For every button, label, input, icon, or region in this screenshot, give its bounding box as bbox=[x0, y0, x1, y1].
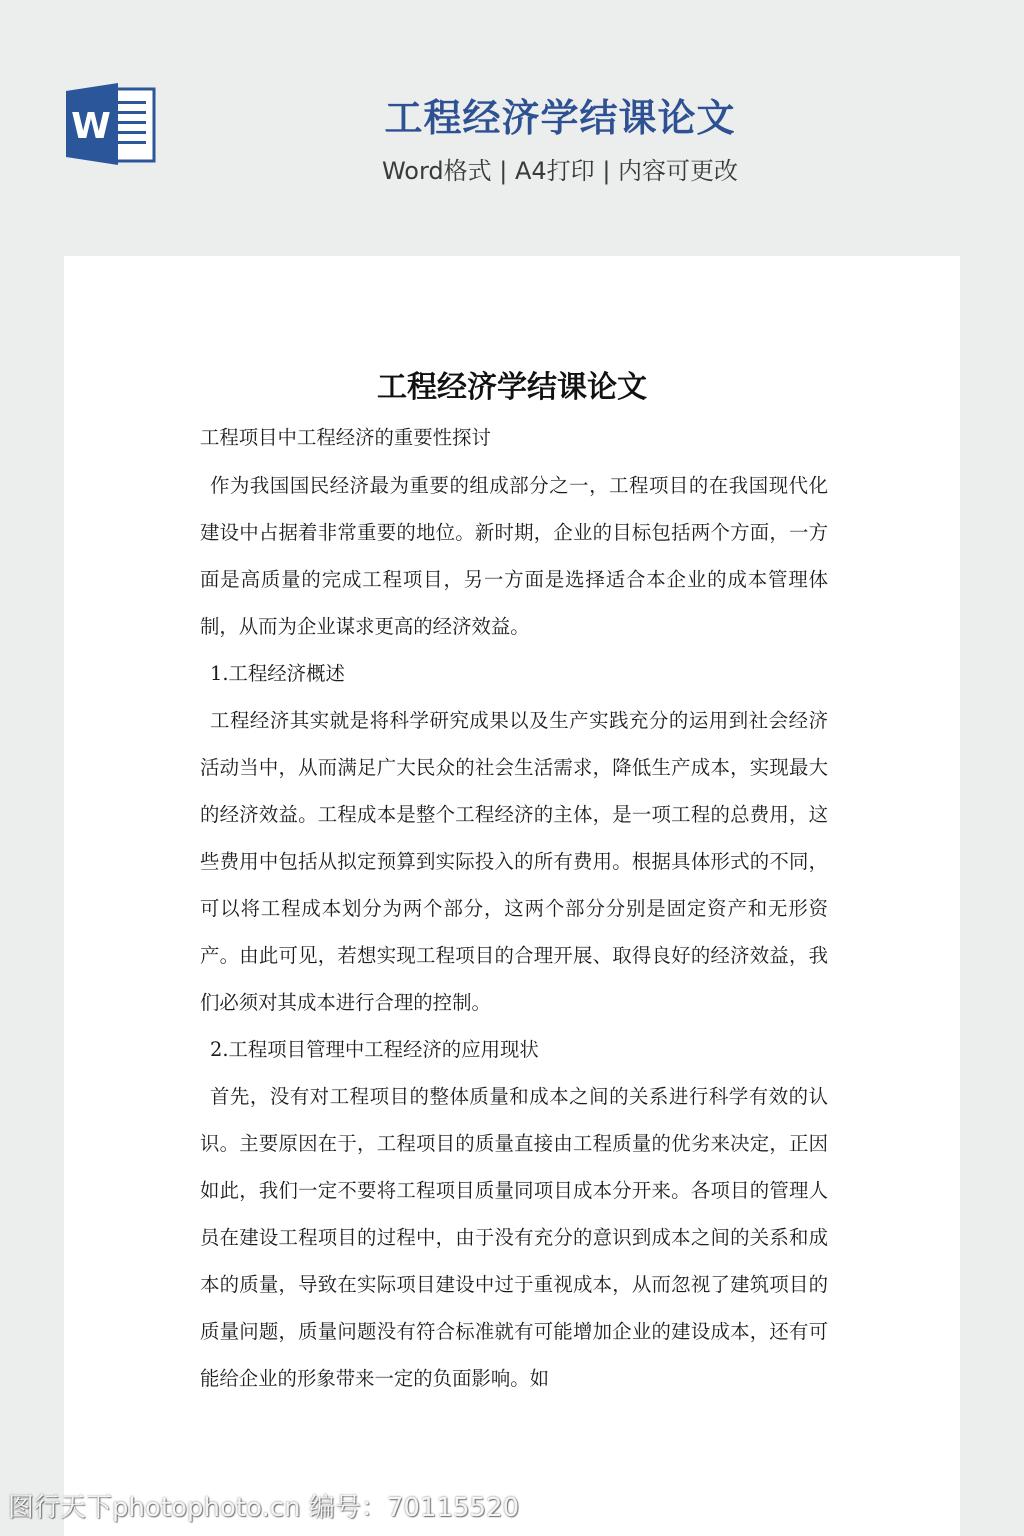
paragraph-section-1: 工程经济其实就是将科学研究成果以及生产实践充分的运用到社会经济活动当中，从而满足广大民众的社会生活需求，降低生产成本，实现最大的经济效益。工程成本是整个工程经济的主体，是一项工程的总费用，这些费用中包括从拟定预算到实际投入的所有费用。根据具体形式的不同，可以将工程成本划分为两个部分，这两个部分分别是固定资产和无形资产。由此可见，若想实现工程项目的合理开展、取得良好的经济效益，我们必须对其成本进行合理的控制。 bbox=[200, 709, 828, 1014]
header bbox=[0, 0, 1024, 250]
watermark: 图行天下photophoto.cn 编号：70115520 bbox=[8, 1493, 520, 1523]
header-subtitle: Word格式 | A4打印 | 内容可更改 bbox=[381, 157, 739, 185]
word-document-icon bbox=[66, 83, 156, 165]
document-title: 工程经济学结课论文 bbox=[377, 370, 647, 405]
section-heading-1: 1.工程经济概述 bbox=[210, 662, 345, 685]
header-title: 工程经济学结课论文 bbox=[384, 96, 736, 140]
document-body bbox=[200, 418, 828, 1402]
section-heading-2: 2.工程项目管理中工程经济的应用现状 bbox=[210, 1038, 539, 1061]
paragraph-intro: 作为我国国民经济最为重要的组成部分之一，工程项目的在我国现代化建设中占据着非常重要的地位。新时期，企业的目标包括两个方面，一方面是高质量的完成工程项目，另一方面是选择适合本企业的成本管理体制，从而为企业谋求更高的经济效益。 bbox=[200, 474, 828, 638]
document-subtitle: 工程项目中工程经济的重要性探讨 bbox=[200, 426, 491, 449]
logo-letter: W bbox=[71, 106, 111, 147]
document-page bbox=[64, 256, 960, 1536]
paragraph-section-2: 首先，没有对工程项目的整体质量和成本之间的关系进行科学有效的认识。主要原因在于，工程项目的质量直接由工程质量的优劣来决定，正因如此，我们一定不要将工程项目质量同项目成本分开来。各项目的管理人员在建设工程项目的过程中，由于没有充分的意识到成本之间的关系和成本的质量，导致在实际项目建设中过于重视成本，从而忽视了建筑项目的质量问题，质量问题没有符合标准就有可能增加企业的建设成本，还有可能给企业的形象带来一定的负面影响。如 bbox=[200, 1085, 828, 1390]
